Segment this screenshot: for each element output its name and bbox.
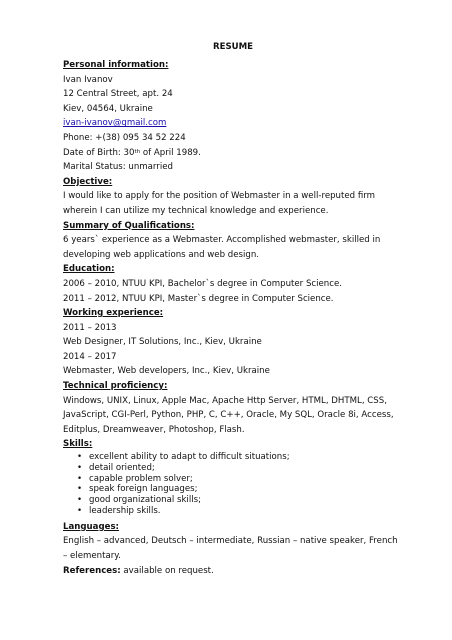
marital-status: Marital Status: unmarried (63, 162, 173, 173)
list-item: • excellent ability to adapt to difficult situations; (89, 452, 403, 463)
dob-suffix: of April 1989. (142, 147, 201, 158)
education-item: 2006 – 2010, NTUU KPI, Bachelor`s degree in Computer Science. (63, 278, 342, 289)
work-item: Webmaster, Web developers, Inc., Kiev, Ukraine (63, 366, 270, 377)
work-item: 2014 – 2017 (63, 351, 117, 362)
work-item: Web Designer, IT Solutions, Inc., Kiev, Ukraine (63, 337, 262, 348)
dob-prefix: Date of Birth: 30 (63, 147, 135, 158)
list-item: • capable problem solver; (89, 474, 403, 485)
list-item: • detail oriented; (89, 463, 403, 474)
summary-heading: Summary of Qualifications: (63, 220, 195, 231)
city-address: Kiev, 04564, Ukraine (63, 103, 153, 114)
skills-list (63, 452, 403, 517)
work-item: 2011 – 2013 (63, 322, 117, 333)
dob-sup: th (134, 148, 141, 155)
resume-page (63, 40, 403, 578)
date-of-birth (63, 146, 403, 161)
references-heading: References: (63, 565, 121, 576)
list-item: • good organizational skills; (89, 495, 403, 506)
technical-heading: Technical proficiency: (63, 381, 168, 392)
objective-text: I would like to apply for the position of Webmaster in a well-reputed firm wherein I can utilize my technical knowledge and experience. (63, 191, 376, 216)
references-text: available on request. (120, 565, 214, 576)
languages-text: English – advanced, Deutsch – intermediate, Russian – native speaker, French – elementary. (63, 536, 398, 561)
document-title: RESUME (212, 42, 254, 52)
street-address: 12 Central Street, apt. 24 (63, 89, 173, 100)
education-item: 2011 – 2012, NTUU KPI, Master`s degree in Computer Science. (63, 293, 334, 304)
person-name: Ivan Ivanov (63, 74, 113, 85)
list-item: • leadership skills. (89, 506, 403, 517)
email-link[interactable]: ivan-ivanov@gmail.com (63, 118, 167, 129)
work-heading: Working experience: (63, 308, 164, 319)
skills-heading: Skills: (63, 439, 93, 450)
phone-number: Phone: +(38) 095 34 52 224 (63, 132, 186, 143)
summary-text: 6 years` experience as a Webmaster. Accomplished webmaster, skilled in developing web applications and web design. (63, 235, 381, 260)
list-item: • speak foreign languages; (89, 484, 403, 495)
references-line (63, 564, 403, 579)
languages-heading: Languages: (63, 521, 119, 532)
education-heading: Education: (63, 264, 115, 275)
personal-heading: Personal information: (63, 60, 169, 70)
objective-heading: Objective: (63, 176, 113, 187)
technical-text: Windows, UNIX, Linux, Apple Mac, Apache Http Server, HTML, DHTML, CSS, JavaScript, CGI-Perl, Python, PHP, C, C++, Oracle, My SQL, Oracle 8i, Access, Editplus, Dreamweaver, Photoshop, Flash. (63, 395, 394, 435)
